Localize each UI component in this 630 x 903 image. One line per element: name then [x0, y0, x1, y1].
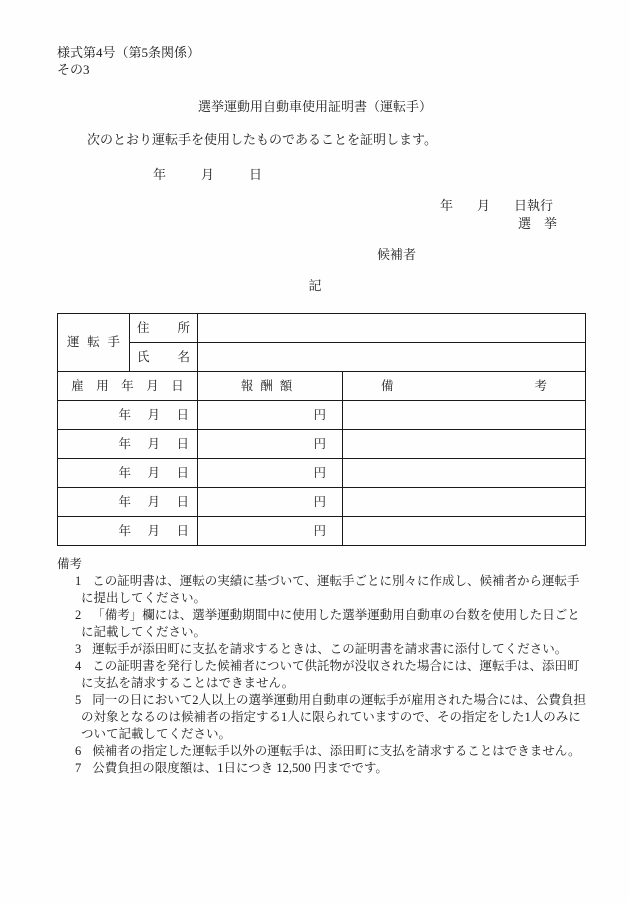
- employment-date-cell: 年 月 日: [58, 517, 198, 546]
- remarks-header: 備考: [343, 372, 586, 401]
- note-text: この証明書は、運転の実績に基づいて、運転手ごとに別々に作成し、候補者から運転手に提出してください。: [81, 574, 580, 605]
- election-day-exec-label: 日執行: [514, 198, 554, 213]
- note-item: [75, 760, 586, 777]
- note-text: 運転手が添田町に支払を請求するときは、この証明書を請求書に添付してください。: [92, 642, 568, 656]
- table-row: [58, 401, 586, 430]
- issue-date-line: [153, 166, 262, 183]
- note-text: この証明書を発行した候補者について供託物が没収された場合には、運転手は、添田町に支払を請求することはできません。: [81, 659, 580, 690]
- note-text: 「備考」欄には、選挙運動期間中に使用した選挙運動用自動車の台数を使用した日ごとに記載してください。: [81, 608, 580, 639]
- table-row: [58, 430, 586, 459]
- note-number: 4: [75, 659, 82, 673]
- election-year-label: 年: [440, 198, 454, 213]
- address-label-cell: 住所: [130, 314, 198, 343]
- remuneration-cell: 円: [198, 401, 343, 430]
- note-number: 7: [75, 761, 82, 775]
- employment-date-cell: 年 月 日: [58, 430, 198, 459]
- notes-section: [57, 556, 586, 777]
- remarks-cell: [343, 517, 586, 546]
- note-number: 3: [75, 642, 82, 656]
- note-number: 2: [75, 608, 82, 622]
- note-text: 同一の日において2人以上の選挙運動用自動車の運転手が雇用された場合には、公費負担の対象となるのは候補者の指定する1人に限られていますので、その指定をした1人のみについて記載してください。: [81, 693, 587, 741]
- note-number: 6: [75, 744, 82, 758]
- document-title: 選挙運動用自動車使用証明書（運転手）: [197, 99, 432, 114]
- note-text: 候補者の指定した運転手以外の運転手は、添田町に支払を請求することはできません。: [92, 744, 581, 758]
- election-month-label: 月: [477, 198, 491, 213]
- driver-label-cell: 運転手: [58, 314, 130, 372]
- driver-name-row: [58, 343, 586, 372]
- remarks-cell: [343, 430, 586, 459]
- note-item: [75, 658, 586, 692]
- driver-address-row: [58, 314, 586, 343]
- note-number: 5: [75, 693, 82, 707]
- note-item: [75, 607, 586, 641]
- form-number: 様式第4号（第5条関係）: [57, 45, 201, 60]
- employment-date-cell: 年 月 日: [58, 401, 198, 430]
- employment-date-header: 雇 用 年 月 日: [58, 372, 198, 401]
- issue-day-label: 日: [249, 167, 263, 182]
- note-item: [75, 692, 587, 743]
- form-subnumber: その3: [57, 62, 90, 77]
- note-text: 公費負担の限度額は、1日につき 12,500 円までです。: [92, 761, 388, 775]
- remuneration-cell: 円: [198, 459, 343, 488]
- employment-date-cell: 年 月 日: [58, 459, 198, 488]
- name-label-cell: 氏名: [130, 343, 198, 372]
- issue-month-label: 月: [201, 167, 215, 182]
- note-item: [75, 573, 586, 607]
- note-item: [75, 641, 586, 658]
- remarks-cell: [343, 459, 586, 488]
- candidate-label: 候補者: [377, 247, 417, 262]
- notes-heading: 備考: [57, 557, 83, 571]
- table-header-row: [58, 372, 586, 401]
- address-value-cell: [198, 314, 586, 343]
- table-row: [58, 488, 586, 517]
- remuneration-cell: 円: [198, 517, 343, 546]
- remuneration-cell: 円: [198, 430, 343, 459]
- section-marker: 記: [308, 278, 322, 293]
- driver-usage-table: [57, 313, 586, 546]
- remuneration-cell: 円: [198, 488, 343, 517]
- name-value-cell: [198, 343, 586, 372]
- election-date-line: [440, 197, 553, 214]
- employment-date-cell: 年 月 日: [58, 488, 198, 517]
- election-label: 選 挙: [518, 216, 558, 231]
- note-item: [75, 743, 586, 760]
- remuneration-header: 報酬額: [198, 372, 343, 401]
- certification-statement: 次のとおり運転手を使用したものであることを証明します。: [87, 132, 437, 147]
- table-row: [58, 459, 586, 488]
- remarks-cell: [343, 401, 586, 430]
- table-row: [58, 517, 586, 546]
- note-number: 1: [75, 574, 82, 588]
- remarks-cell: [343, 488, 586, 517]
- issue-year-label: 年: [153, 167, 167, 182]
